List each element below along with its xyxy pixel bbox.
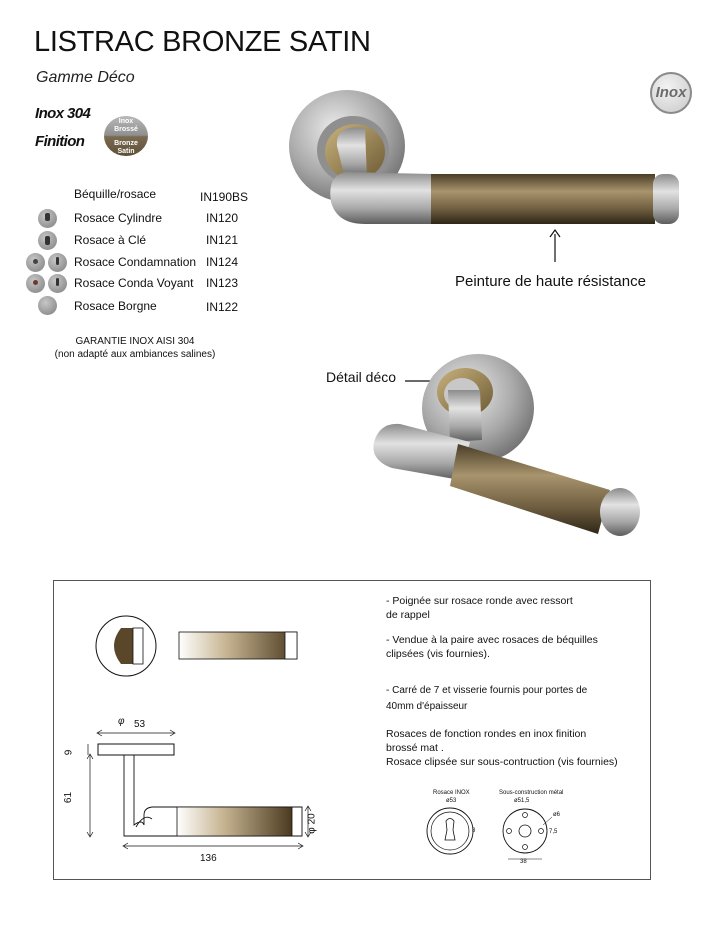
swatch-line-2: Brossé [114, 126, 138, 133]
page-title: LISTRAC BRONZE SATIN [34, 26, 371, 58]
length-dim: 136 [200, 853, 217, 864]
product-code: IN122 [206, 300, 239, 314]
indicator-rosette-icon [26, 274, 45, 293]
spec-line: - Poignée sur rosace ronde avec ressort [386, 595, 573, 607]
inox-logo: Inox [650, 72, 692, 114]
rosette-thickness-dim: 9 [63, 749, 75, 756]
paint-note: Peinture de haute résistance [455, 273, 646, 290]
key-rosette-icon [38, 231, 57, 250]
material-label: Inox 304 [35, 105, 91, 122]
product-label: Rosace Borgne [74, 299, 157, 313]
bronze-grip [450, 444, 610, 534]
finish-label: Finition [35, 133, 85, 150]
spec-line: 40mm d'épaisseur [386, 701, 468, 712]
handle-elbow [330, 172, 433, 224]
finish-swatch [104, 116, 148, 156]
sub-construction-diameter: ø51,5 [514, 798, 530, 804]
table-header-label: Béquille/rosace [74, 187, 157, 201]
rosace-inox-side: 8 [472, 828, 476, 834]
privacy-rosette-icon [48, 253, 67, 272]
handle-neck [448, 390, 482, 442]
rosette-diameter-dim: 53 [134, 719, 146, 730]
spec-bullet-1 [386, 594, 573, 622]
spec-line: Rosace clipsée sur sous-contruction (vis fournies) [386, 756, 618, 768]
spec-line: de rappel [386, 609, 430, 621]
height-dim: 61 [63, 791, 75, 804]
privacy-rosette-icon [26, 253, 45, 272]
product-code: IN124 [206, 255, 239, 269]
sub-hole-diameter: ø6 [553, 812, 561, 818]
rosace-inox-diameter: ø53 [446, 798, 457, 804]
handle-photo-detail [370, 350, 650, 540]
sub-width: 38 [520, 859, 527, 865]
arrow-up-icon [548, 228, 562, 264]
product-code: IN120 [206, 211, 239, 225]
swatch-line-4: Satin [117, 148, 135, 155]
product-code: IN123 [206, 276, 239, 290]
product-range: Gamme Déco [36, 69, 135, 86]
spec-line: - Carré de 7 et visserie fournis pour portes de [386, 685, 588, 696]
side-view-drawing [62, 715, 332, 875]
swatch-line-1: Inox [118, 118, 134, 125]
rosace-inox-label: Rosace INOX [433, 790, 470, 796]
cylinder-rosette-icon [38, 209, 57, 228]
spec-bullet-2 [386, 633, 598, 661]
bronze-grip [431, 174, 655, 224]
deco-detail-label: Détail déco [326, 369, 397, 385]
product-label: Rosace Cylindre [74, 211, 163, 225]
handle-end-cap [653, 174, 679, 224]
rosette-detail-drawings [420, 805, 570, 867]
sub-offset: 7,5 [549, 829, 558, 835]
product-label: Rosace Condamnation [74, 255, 197, 269]
spec-paragraph [386, 727, 618, 769]
sub-construction-label: Sous-construction métal [499, 790, 564, 796]
spec-line: - Vendue à la paire avec rosaces de béquilles [386, 634, 598, 646]
product-code: IN121 [206, 233, 239, 247]
spec-line: Rosaces de fonction rondes en inox finition [386, 728, 587, 740]
spec-bullet-3 [386, 683, 587, 715]
warranty-line-2: (non adapté aux ambiances salines) [54, 349, 216, 360]
handle-end-cap [600, 488, 640, 536]
diameter-symbol: φ [118, 716, 125, 727]
indicator-rosette-icon [48, 274, 67, 293]
warranty-note [30, 335, 240, 361]
product-label: Rosace Conda Voyant [74, 276, 194, 290]
table-header-code: IN190BS [200, 190, 249, 204]
spec-line: clipsées (vis fournies). [386, 648, 490, 660]
swatch-line-3: Bronze [114, 140, 138, 147]
grip-diameter-dim: φ 20 [306, 813, 318, 834]
top-view-drawing [93, 606, 308, 688]
spec-line: brossé mat . [386, 742, 444, 754]
blind-rosette-icon [38, 296, 57, 315]
warranty-line-1: GARANTIE INOX AISI 304 [75, 336, 195, 347]
handle-photo-main [285, 84, 685, 234]
product-label: Rosace à Clé [74, 233, 147, 247]
